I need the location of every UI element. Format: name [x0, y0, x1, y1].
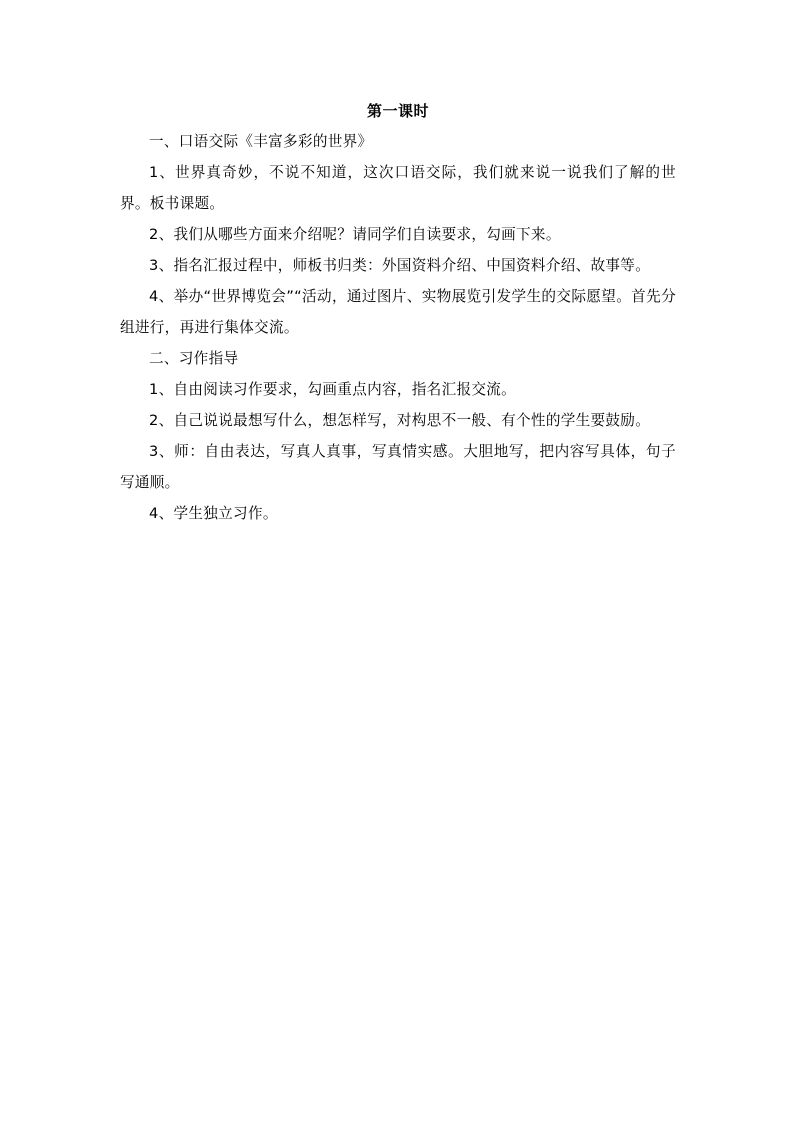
- list-item: 3、指名汇报过程中，师板书归类：外国资料介绍、中国资料介绍、故事等。: [149, 257, 651, 274]
- list-item: 3、师：自由表达，写真人真事，写真情实感。大胆地写，把内容写具体，句子写通顺。: [120, 443, 676, 491]
- list-item: 4、学生独立习作。: [149, 505, 278, 522]
- list-item: 2、我们从哪些方面来介绍呢？请同学们自读要求，勾画下来。: [149, 226, 561, 243]
- section-heading-writing-guidance: 二、习作指导: [149, 350, 239, 367]
- list-item: 1、世界真奇妙，不说不知道，这次口语交际，我们就来说一说我们了解的世界。板书课题。: [120, 164, 676, 212]
- section-heading-oral-communication: 一、口语交际《丰富多彩的世界》: [149, 133, 373, 150]
- document-body: [120, 99, 676, 529]
- list-item: 4、举办“世界博览会”“活动，通过图片、实物展览引发学生的交际愿望。首先分组进行，再进行集体交流。: [120, 288, 676, 336]
- list-item: 2、自己说说最想写什么，想怎样写，对构思不一般、有个性的学生要鼓励。: [149, 412, 651, 429]
- list-item: 1、自由阅读习作要求，勾画重点内容，指名汇报交流。: [149, 381, 517, 398]
- page-title: 第一课时: [366, 102, 429, 120]
